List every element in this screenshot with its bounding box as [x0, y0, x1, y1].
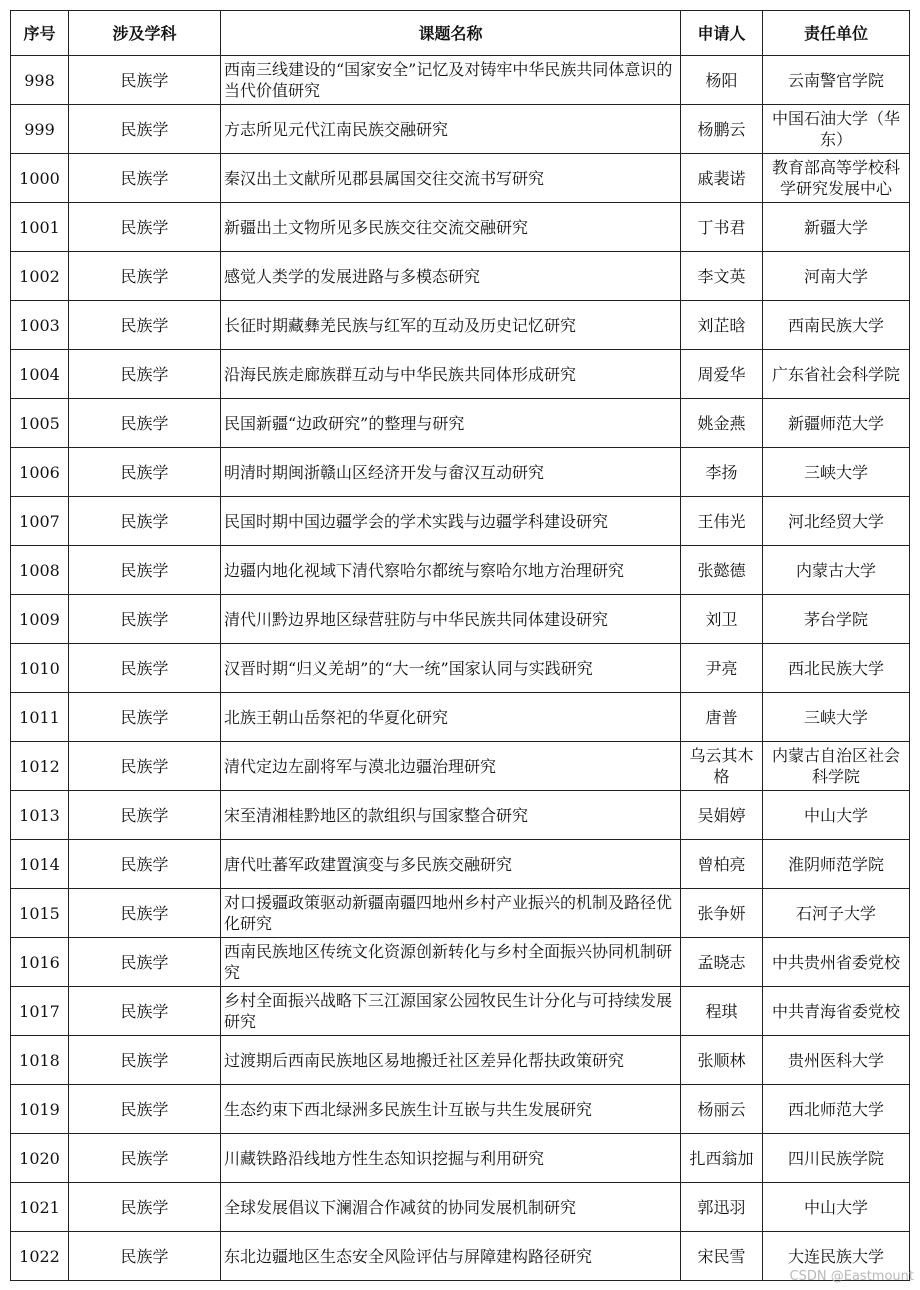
row-institution: 河南大学: [763, 252, 910, 301]
row-index: 1000: [11, 154, 69, 203]
table-row: [11, 742, 910, 791]
row-project-title: 西南民族地区传统文化资源创新转化与乡村全面振兴协同机制研究: [221, 938, 681, 987]
table-row: [11, 644, 910, 693]
row-index: 1007: [11, 497, 69, 546]
row-applicant: 宋民雪: [681, 1232, 763, 1281]
row-project-title: 民国新疆“边政研究”的整理与研究: [221, 399, 681, 448]
row-discipline: 民族学: [69, 644, 221, 693]
table-row: [11, 350, 910, 399]
row-applicant: 尹亮: [681, 644, 763, 693]
row-index: 1006: [11, 448, 69, 497]
row-institution: 中山大学: [763, 1183, 910, 1232]
row-institution: 内蒙古自治区社会科学院: [763, 742, 910, 791]
row-index: 1012: [11, 742, 69, 791]
row-project-title: 秦汉出土文献所见郡县属国交往交流书写研究: [221, 154, 681, 203]
row-discipline: 民族学: [69, 497, 221, 546]
row-project-title: 生态约束下西北绿洲多民族生计互嵌与共生发展研究: [221, 1085, 681, 1134]
row-index: 1009: [11, 595, 69, 644]
row-institution: 中山大学: [763, 791, 910, 840]
row-applicant: 孟晓志: [681, 938, 763, 987]
row-index: 1019: [11, 1085, 69, 1134]
row-project-title: 全球发展倡议下澜湄合作减贫的协同发展机制研究: [221, 1183, 681, 1232]
row-institution: 新疆师范大学: [763, 399, 910, 448]
table-row: [11, 987, 910, 1036]
table-row: [11, 791, 910, 840]
row-index: 1008: [11, 546, 69, 595]
row-discipline: 民族学: [69, 595, 221, 644]
row-index: 1014: [11, 840, 69, 889]
row-applicant: 扎西翁加: [681, 1134, 763, 1183]
row-index: 1022: [11, 1232, 69, 1281]
row-project-title: 新疆出土文物所见多民族交往交流交融研究: [221, 203, 681, 252]
row-index: 1016: [11, 938, 69, 987]
row-project-title: 唐代吐蕃军政建置演变与多民族交融研究: [221, 840, 681, 889]
row-discipline: 民族学: [69, 938, 221, 987]
row-discipline: 民族学: [69, 448, 221, 497]
row-institution: 西北师范大学: [763, 1085, 910, 1134]
header-institution: 责任单位: [763, 11, 910, 56]
row-discipline: 民族学: [69, 889, 221, 938]
table-row: [11, 301, 910, 350]
row-index: 1011: [11, 693, 69, 742]
row-discipline: 民族学: [69, 791, 221, 840]
row-applicant: 郭迅羽: [681, 1183, 763, 1232]
row-discipline: 民族学: [69, 987, 221, 1036]
row-discipline: 民族学: [69, 56, 221, 105]
project-table: [10, 10, 910, 1281]
row-institution: 河北经贸大学: [763, 497, 910, 546]
row-institution: 四川民族学院: [763, 1134, 910, 1183]
table-row: [11, 546, 910, 595]
row-institution: 茅台学院: [763, 595, 910, 644]
row-applicant: 姚金燕: [681, 399, 763, 448]
row-applicant: 程琪: [681, 987, 763, 1036]
row-project-title: 川藏铁路沿线地方性生态知识挖掘与利用研究: [221, 1134, 681, 1183]
row-applicant: 戚裴诺: [681, 154, 763, 203]
row-discipline: 民族学: [69, 840, 221, 889]
table-row: [11, 1036, 910, 1085]
row-applicant: 周爱华: [681, 350, 763, 399]
row-project-title: 清代定边左副将军与漠北边疆治理研究: [221, 742, 681, 791]
row-applicant: 李扬: [681, 448, 763, 497]
row-applicant: 乌云其木格: [681, 742, 763, 791]
row-discipline: 民族学: [69, 399, 221, 448]
row-project-title: 对口援疆政策驱动新疆南疆四地州乡村产业振兴的机制及路径优化研究: [221, 889, 681, 938]
row-applicant: 丁书君: [681, 203, 763, 252]
row-project-title: 清代川黔边界地区绿营驻防与中华民族共同体建设研究: [221, 595, 681, 644]
row-institution: 石河子大学: [763, 889, 910, 938]
row-index: 1013: [11, 791, 69, 840]
row-project-title: 北族王朝山岳祭祀的华夏化研究: [221, 693, 681, 742]
row-applicant: 唐普: [681, 693, 763, 742]
row-discipline: 民族学: [69, 1036, 221, 1085]
row-discipline: 民族学: [69, 693, 221, 742]
row-project-title: 宋至清湘桂黔地区的款组织与国家整合研究: [221, 791, 681, 840]
row-institution: 大连民族大学: [763, 1232, 910, 1281]
table-row: [11, 399, 910, 448]
row-index: 1001: [11, 203, 69, 252]
row-index: 1002: [11, 252, 69, 301]
row-applicant: 张懿德: [681, 546, 763, 595]
row-discipline: 民族学: [69, 203, 221, 252]
row-project-title: 感觉人类学的发展进路与多模态研究: [221, 252, 681, 301]
table-row: [11, 203, 910, 252]
row-index: 1005: [11, 399, 69, 448]
row-project-title: 乡村全面振兴战略下三江源国家公园牧民生计分化与可持续发展研究: [221, 987, 681, 1036]
table-row: [11, 1085, 910, 1134]
row-discipline: 民族学: [69, 154, 221, 203]
row-index: 1010: [11, 644, 69, 693]
table-row: [11, 889, 910, 938]
row-discipline: 民族学: [69, 1085, 221, 1134]
row-project-title: 东北边疆地区生态安全风险评估与屏障建构路径研究: [221, 1232, 681, 1281]
row-project-title: 西南三线建设的“国家安全”记忆及对铸牢中华民族共同体意识的当代价值研究: [221, 56, 681, 105]
row-index: 1020: [11, 1134, 69, 1183]
table-row: [11, 252, 910, 301]
row-institution: 三峡大学: [763, 693, 910, 742]
table-row: [11, 56, 910, 105]
row-institution: 西南民族大学: [763, 301, 910, 350]
row-institution: 贵州医科大学: [763, 1036, 910, 1085]
header-row: [11, 11, 910, 56]
row-applicant: 张顺林: [681, 1036, 763, 1085]
row-applicant: 李文英: [681, 252, 763, 301]
row-project-title: 过渡期后西南民族地区易地搬迁社区差异化帮扶政策研究: [221, 1036, 681, 1085]
row-institution: 中共贵州省委党校: [763, 938, 910, 987]
row-discipline: 民族学: [69, 301, 221, 350]
row-project-title: 长征时期藏彝羌民族与红军的互动及历史记忆研究: [221, 301, 681, 350]
row-applicant: 杨丽云: [681, 1085, 763, 1134]
watermark: CSDN @Eastmount: [789, 1269, 914, 1284]
row-project-title: 明清时期闽浙赣山区经济开发与畲汉互动研究: [221, 448, 681, 497]
table-row: [11, 105, 910, 154]
table-body: [11, 56, 910, 1281]
row-index: 998: [11, 56, 69, 105]
row-discipline: 民族学: [69, 1134, 221, 1183]
row-index: 1021: [11, 1183, 69, 1232]
row-index: 999: [11, 105, 69, 154]
row-institution: 云南警官学院: [763, 56, 910, 105]
row-institution: 新疆大学: [763, 203, 910, 252]
row-discipline: 民族学: [69, 546, 221, 595]
row-index: 1003: [11, 301, 69, 350]
table-row: [11, 497, 910, 546]
row-discipline: 民族学: [69, 252, 221, 301]
row-applicant: 吴娟婷: [681, 791, 763, 840]
table-row: [11, 1232, 910, 1281]
row-applicant: 杨鹏云: [681, 105, 763, 154]
row-applicant: 王伟光: [681, 497, 763, 546]
row-institution: 中国石油大学（华东）: [763, 105, 910, 154]
row-institution: 三峡大学: [763, 448, 910, 497]
row-applicant: 杨阳: [681, 56, 763, 105]
row-discipline: 民族学: [69, 350, 221, 399]
row-index: 1018: [11, 1036, 69, 1085]
row-discipline: 民族学: [69, 1232, 221, 1281]
row-project-title: 汉晋时期“归义羌胡”的“大一统”国家认同与实践研究: [221, 644, 681, 693]
row-project-title: 沿海民族走廊族群互动与中华民族共同体形成研究: [221, 350, 681, 399]
row-index: 1004: [11, 350, 69, 399]
row-institution: 中共青海省委党校: [763, 987, 910, 1036]
table-row: [11, 1134, 910, 1183]
table-row: [11, 595, 910, 644]
row-index: 1015: [11, 889, 69, 938]
row-discipline: 民族学: [69, 1183, 221, 1232]
row-applicant: 刘卫: [681, 595, 763, 644]
row-discipline: 民族学: [69, 105, 221, 154]
header-discipline: 涉及学科: [69, 11, 221, 56]
row-institution: 教育部高等学校科学研究发展中心: [763, 154, 910, 203]
row-institution: 淮阴师范学院: [763, 840, 910, 889]
row-project-title: 民国时期中国边疆学会的学术实践与边疆学科建设研究: [221, 497, 681, 546]
row-institution: 广东省社会科学院: [763, 350, 910, 399]
table-row: [11, 1183, 910, 1232]
row-discipline: 民族学: [69, 742, 221, 791]
row-applicant: 曾柏亮: [681, 840, 763, 889]
row-institution: 西北民族大学: [763, 644, 910, 693]
row-index: 1017: [11, 987, 69, 1036]
header-applicant: 申请人: [681, 11, 763, 56]
header-index: 序号: [11, 11, 69, 56]
row-institution: 内蒙古大学: [763, 546, 910, 595]
table-row: [11, 840, 910, 889]
row-applicant: 张争妍: [681, 889, 763, 938]
row-project-title: 方志所见元代江南民族交融研究: [221, 105, 681, 154]
row-applicant: 刘芷晗: [681, 301, 763, 350]
table-row: [11, 448, 910, 497]
table-row: [11, 154, 910, 203]
row-project-title: 边疆内地化视域下清代察哈尔都统与察哈尔地方治理研究: [221, 546, 681, 595]
table-row: [11, 938, 910, 987]
table-row: [11, 693, 910, 742]
header-project-title: 课题名称: [221, 11, 681, 56]
